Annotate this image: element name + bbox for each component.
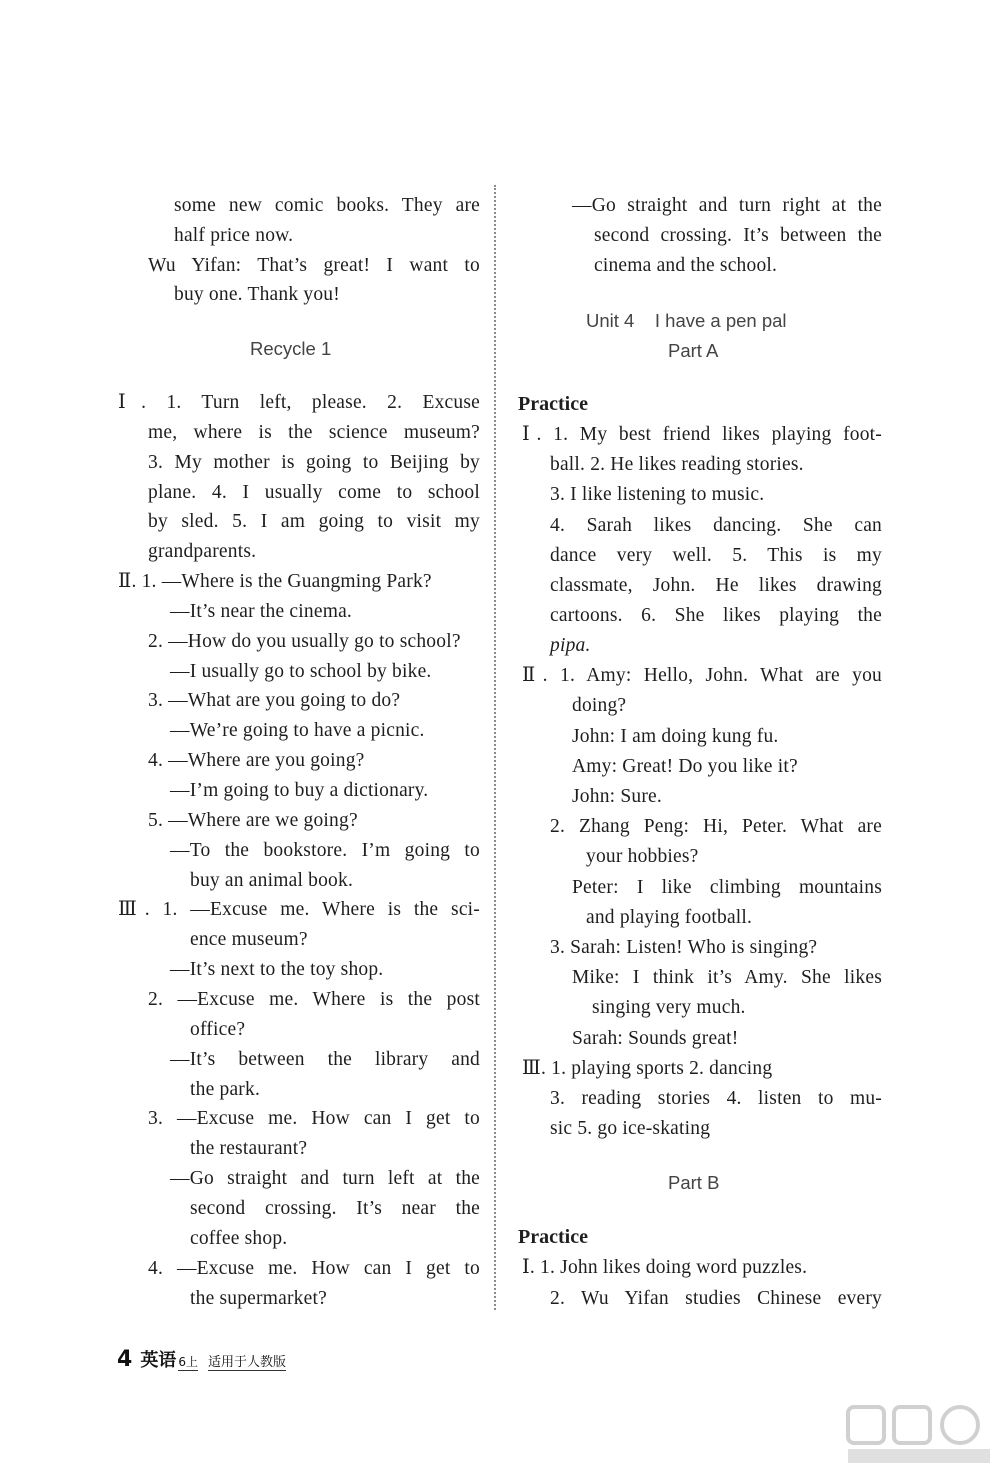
answer-line: singing very much.: [592, 997, 746, 1018]
answer-line: 4. —Excuse me. How can I get to: [148, 1258, 480, 1279]
answer-line: Mike: I think it’s Amy. She likes: [572, 967, 882, 988]
answer-line: 3. reading stories 4. listen to mu-: [550, 1088, 882, 1109]
answer-line: the park.: [190, 1079, 261, 1100]
answer-line: Sarah: Sounds great!: [572, 1028, 739, 1049]
answer-line: John: Sure.: [572, 786, 662, 807]
answer-line: pipa.: [550, 635, 591, 656]
answer-line: —I usually go to school by bike.: [170, 661, 432, 682]
section-heading: Part B: [668, 1172, 720, 1193]
answer-line: Ⅲ. 1. —Excuse me. Where is the sci-: [118, 899, 480, 920]
answer-line: —I’m going to buy a dictionary.: [170, 780, 429, 801]
answer-line: Ⅱ. 1. —Where is the Guangming Park?: [118, 571, 432, 592]
answer-line: —Go straight and turn right at the: [572, 195, 882, 216]
answer-line: plane. 4. I usually come to school: [148, 482, 480, 503]
answer-line: —Go straight and turn left at the: [170, 1168, 480, 1189]
answer-line: buy one. Thank you!: [174, 284, 340, 305]
answer-line: the supermarket?: [190, 1288, 327, 1309]
answer-line: 3. —Excuse me. How can I get to: [148, 1108, 480, 1129]
answer-line: buy an animal book.: [190, 870, 354, 891]
answer-line: John: I am doing kung fu.: [572, 726, 779, 747]
practice-heading: Practice: [518, 1226, 588, 1248]
page-footer: [117, 1346, 286, 1372]
answer-line: and playing football.: [586, 907, 753, 928]
answer-line: cinema and the school.: [594, 255, 778, 276]
section-heading: Recycle 1: [250, 338, 332, 359]
answer-line: 2. —How do you usually go to school?: [148, 631, 461, 652]
answer-line: classmate, John. He likes drawing: [550, 575, 882, 596]
answer-line: Ⅰ. 1. My best friend likes playing foot-: [522, 424, 882, 445]
answer-line: Amy: Great! Do you like it?: [572, 756, 798, 777]
answer-line: half price now.: [174, 225, 294, 246]
answer-line: —We’re going to have a picnic.: [170, 720, 425, 741]
answer-line: 4. —Where are you going?: [148, 750, 365, 771]
answer-line: 2. Zhang Peng: Hi, Peter. What are: [550, 816, 882, 837]
answer-line: sic 5. go ice-skating: [550, 1118, 711, 1139]
answer-line: your hobbies?: [586, 846, 699, 867]
answer-line: —It’s between the library and: [170, 1049, 480, 1070]
answer-line: Ⅰ. 1. John likes doing word puzzles.: [522, 1257, 808, 1278]
practice-heading: Practice: [518, 393, 588, 415]
answer-line: 3. Sarah: Listen! Who is singing?: [550, 937, 818, 958]
answer-line: —It’s next to the toy shop.: [170, 959, 384, 980]
edition-label: 适用于人教版: [208, 1351, 286, 1371]
answer-line: doing?: [572, 695, 627, 716]
section-heading: Part A: [668, 340, 719, 361]
answer-line: 2. —Excuse me. Where is the post: [148, 989, 480, 1010]
page-number: 4: [117, 1347, 133, 1372]
watermark-logo: [844, 1403, 994, 1465]
subject-label: 英语: [140, 1350, 177, 1371]
answer-line: grandparents.: [148, 541, 257, 562]
answer-line: office?: [190, 1019, 246, 1040]
answer-line: coffee shop.: [190, 1228, 288, 1249]
answer-line: the restaurant?: [190, 1138, 308, 1159]
answer-line: 3. I like listening to music.: [550, 484, 765, 505]
answer-line: ball. 2. He likes reading stories.: [550, 454, 804, 475]
answer-line: Peter: I like climbing mountains: [572, 877, 882, 898]
answer-line: Ⅲ. 1. playing sports 2. dancing: [522, 1058, 773, 1079]
answer-line: some new comic books. They are: [174, 195, 480, 216]
answer-line: 4. Sarah likes dancing. She can: [550, 515, 882, 536]
answer-line: by sled. 5. I am going to visit my: [148, 511, 480, 532]
answer-line: 2. Wu Yifan studies Chinese every: [550, 1288, 882, 1309]
answer-line: Wu Yifan: That’s great! I want to: [148, 255, 480, 276]
answer-line: dance very well. 5. This is my: [550, 545, 882, 566]
answer-line: 5. —Where are we going?: [148, 810, 358, 831]
answer-line: me, where is the science museum?: [148, 422, 480, 443]
grade-label: 6上: [178, 1355, 198, 1369]
answer-line: second crossing. It’s near the: [190, 1198, 480, 1219]
answer-line: —To the bookstore. I’m going to: [170, 840, 480, 861]
answer-line: ence museum?: [190, 929, 308, 950]
section-heading: Unit 4 I have a pen pal: [586, 310, 787, 331]
answer-line: Ⅰ. 1. Turn left, please. 2. Excuse: [118, 392, 480, 413]
answer-line: Ⅱ. 1. Amy: Hello, John. What are you: [522, 665, 882, 686]
answer-line: cartoons. 6. She likes playing the: [550, 605, 882, 626]
answer-line: second crossing. It’s between the: [594, 225, 882, 246]
column-divider: [494, 185, 496, 1310]
answer-line: —It’s near the cinema.: [170, 601, 352, 622]
answer-line: 3. —What are you going to do?: [148, 690, 401, 711]
answer-line: 3. My mother is going to Beijing by: [148, 452, 480, 473]
